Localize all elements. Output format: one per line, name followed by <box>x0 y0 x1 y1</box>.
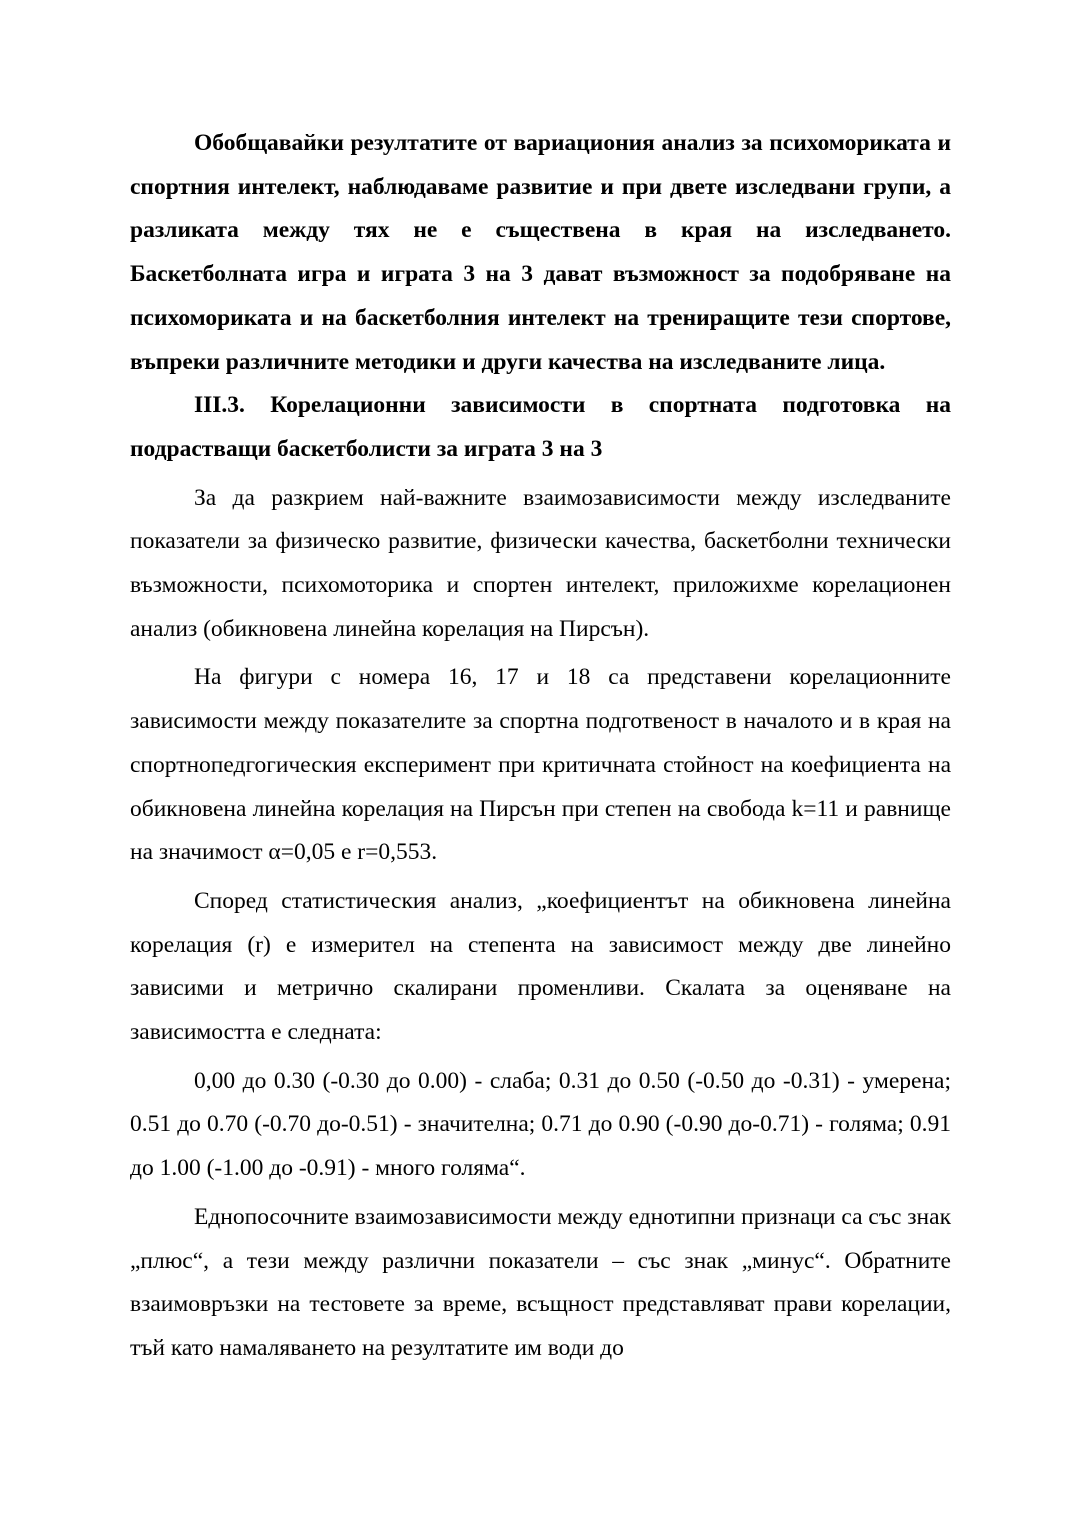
body-paragraph-5: Еднопосочните взаимозависимости между еднотипни признаци са със знак „плюс“, а тези между различни показатели – със знак „минус“. Обратните взаимовръзки на тестовете за време, всъщност представляват прави корелации, тъй като намаляването на резултатите им води до <box>130 1203 951 1361</box>
body-paragraph-1: За да разкрием най-важните взаимозависимости между изследваните показатели за физическо развитие, физически качества, баскетболни технически възможности, психомоторика и спортен интелект, приложихме корелационен анализ (обикновена линейна корелация на Пирсън). <box>130 484 951 642</box>
body-paragraph-3: Според статистическия анализ, „коефициентът на обикновена линейна корелация (r) е измерител на степента на зависимост между две линейно зависими и метрично скалирани променливи. Скалата за оценяване на зависимостта е следната: <box>130 887 951 1046</box>
correlation-scale-paragraph: 0,00 до 0.30 (-0.30 до 0.00) - слаба; 0.31 до 0.50 (-0.50 до -0.31) - умерена; 0.51 до 0.70 (-0.70 до-0.51) - значителна; 0.71 до 0.90 (-0.90 до-0.71) - голяма; 0.91 до 1.00 (-1.00 до -0.91) - много голяма“. <box>130 1067 951 1182</box>
section-heading: III.3. Корелационни зависимости в спортната подготовка на подрастващи баскетболисти за играта 3 на 3 <box>130 392 951 462</box>
document-body <box>130 122 951 1371</box>
body-paragraph-2: На фигури с номера 16, 17 и 18 са представени корелационните зависимости между показателите за спортна подготвеност в началото и в края на спортнопедгогическия експеримент при критичната стойност на коефициента на обикновена линейна корелация на Пирсън при степен на свобода k=11 и равнище на значимост α=0,05 е r=0,553. <box>130 664 951 866</box>
summary-paragraph: Обобщавайки резултатите от вариациония анализ за психомориката и спортния интелект, наблюдаваме развитие и при двете изследвани групи, а разликата между тях не е съществена в края на изследването. Баскетболната игра и играта 3 на 3 дават възможност за подобряване на психомориката и на баскетболния интелект на трениращите тези спортове, въпреки различните методики и други качества на изследваните лица. <box>130 130 951 375</box>
